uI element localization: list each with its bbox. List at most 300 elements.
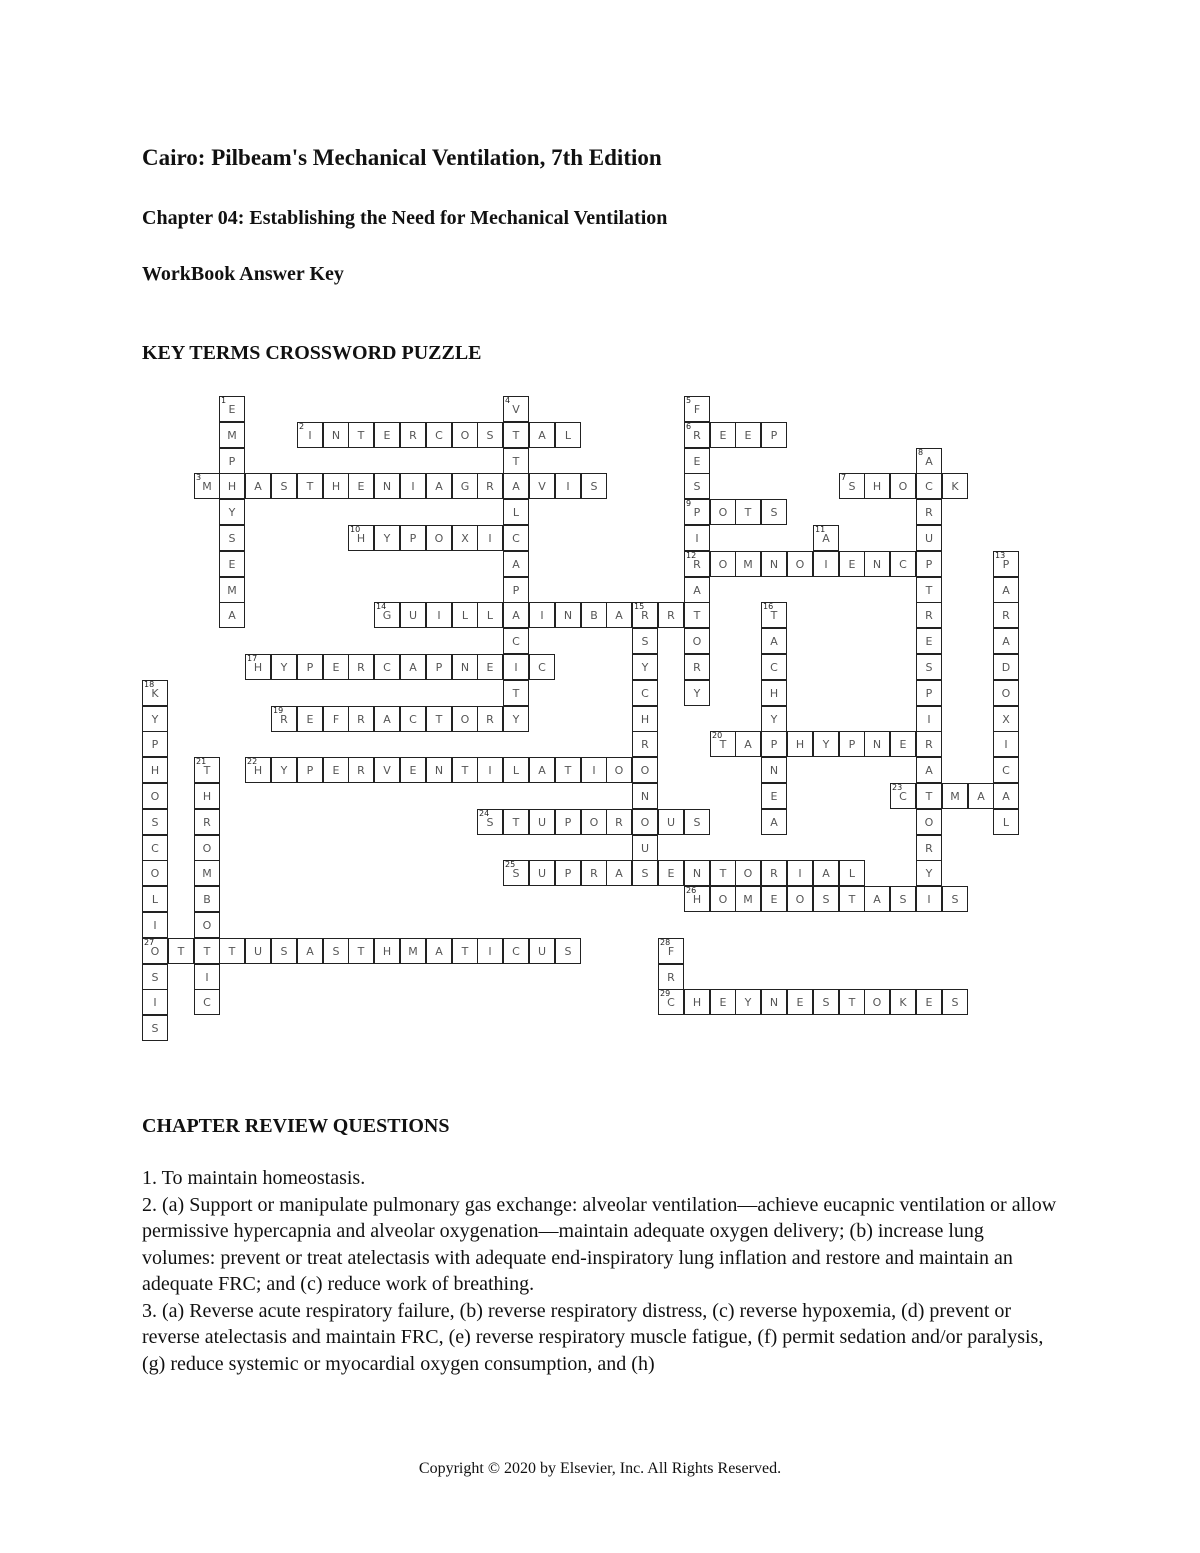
crossword-cell	[555, 809, 581, 835]
crossword-letter: F	[667, 944, 675, 958]
crossword-cell	[348, 473, 374, 499]
crossword-cell	[684, 860, 710, 886]
crossword-cell	[916, 525, 942, 551]
crossword-letter: I	[927, 892, 931, 906]
crossword-cell	[761, 422, 787, 448]
crossword-cell	[684, 989, 710, 1015]
crossword-cell	[477, 706, 503, 732]
crossword-letter: R	[925, 505, 933, 519]
crossword-letter: I	[437, 608, 441, 622]
crossword-cell	[606, 809, 632, 835]
crossword-letter: M	[227, 428, 237, 442]
crossword-letter: R	[357, 660, 365, 674]
crossword-letter: I	[205, 970, 209, 984]
crossword-letter: O	[743, 866, 753, 880]
crossword-letter: O	[898, 479, 908, 493]
crossword-cell	[374, 473, 400, 499]
crossword-letter: K	[899, 995, 907, 1009]
crossword-clue-number: 23	[892, 783, 903, 792]
crossword-cell	[555, 473, 581, 499]
crossword-letter: I	[927, 712, 931, 726]
crossword-cell	[684, 473, 710, 499]
crossword-cell	[477, 473, 503, 499]
crossword-cell	[142, 783, 168, 809]
crossword-letter: E	[486, 660, 494, 674]
crossword-cell	[839, 860, 865, 886]
crossword-cell	[452, 706, 478, 732]
crossword-cell	[142, 938, 168, 964]
crossword-cell	[529, 654, 555, 680]
crossword-letter: T	[177, 944, 185, 958]
crossword-letter: Y	[512, 712, 520, 726]
crossword-cell	[452, 602, 478, 628]
crossword-cell	[194, 809, 220, 835]
crossword-letter: O	[589, 815, 599, 829]
crossword-letter: S	[280, 479, 288, 493]
crossword-cell	[374, 525, 400, 551]
crossword-letter: O	[1001, 686, 1011, 700]
crossword-letter: C	[203, 995, 211, 1009]
crossword-cell	[632, 783, 658, 809]
crossword-cell	[581, 757, 607, 783]
crossword-letter: E	[848, 557, 856, 571]
crossword-cell	[839, 731, 865, 757]
crossword-cell	[632, 654, 658, 680]
crossword-letter: R	[590, 866, 598, 880]
crossword-letter: C	[538, 660, 546, 674]
crossword-letter: E	[332, 660, 340, 674]
crossword-letter: O	[718, 505, 728, 519]
crossword-cell	[864, 473, 890, 499]
crossword-letter: S	[925, 660, 933, 674]
crossword-cell	[503, 525, 529, 551]
crossword-letter: P	[925, 686, 933, 700]
crossword-letter: S	[151, 970, 159, 984]
crossword-cell	[271, 654, 297, 680]
crossword-cell	[864, 731, 890, 757]
crossword-letter: V	[538, 479, 546, 493]
crossword-cell	[761, 731, 787, 757]
crossword-cell	[245, 938, 271, 964]
crossword-cell	[864, 551, 890, 577]
crossword-letter: L	[461, 608, 469, 622]
crossword-letter: O	[872, 995, 882, 1009]
crossword-cell	[142, 731, 168, 757]
crossword-cell	[529, 860, 555, 886]
crossword-letter: I	[488, 531, 492, 545]
crossword-cell	[142, 964, 168, 990]
crossword-letter: L	[848, 866, 856, 880]
crossword-letter: N	[769, 995, 779, 1009]
crossword-letter: H	[692, 995, 702, 1009]
crossword-cell	[323, 422, 349, 448]
crossword-letter: Y	[383, 531, 391, 545]
crossword-letter: N	[460, 660, 470, 674]
crossword-letter: C	[899, 557, 907, 571]
crossword-cell	[864, 886, 890, 912]
crossword-letter: I	[540, 608, 544, 622]
crossword-letter: L	[512, 763, 520, 777]
crossword-letter: E	[693, 454, 701, 468]
crossword-cell	[581, 473, 607, 499]
crossword-letter: N	[769, 763, 779, 777]
crossword-cell	[916, 577, 942, 603]
crossword-cell	[323, 757, 349, 783]
crossword-cell	[684, 525, 710, 551]
crossword-cell	[323, 654, 349, 680]
crossword-cell	[632, 680, 658, 706]
crossword-letter: Y	[228, 505, 236, 519]
crossword-letter: A	[615, 608, 623, 622]
crossword-cell	[735, 499, 761, 525]
crossword-letter: H	[227, 479, 237, 493]
crossword-cell	[271, 706, 297, 732]
crossword-cell	[194, 912, 220, 938]
crossword-cell	[916, 886, 942, 912]
crossword-letter: T	[203, 944, 211, 958]
crossword-cell	[684, 628, 710, 654]
crossword-cell	[142, 706, 168, 732]
crossword-clue-number: 15	[634, 602, 645, 611]
crossword-letter: R	[667, 970, 675, 984]
crossword-cell	[194, 886, 220, 912]
crossword-cell	[348, 757, 374, 783]
crossword-letter: M	[743, 557, 753, 571]
crossword-cell	[658, 860, 684, 886]
crossword-letter: O	[460, 428, 470, 442]
crossword-letter: V	[383, 763, 391, 777]
crossword-cell	[194, 835, 220, 861]
crossword-cell	[839, 551, 865, 577]
crossword-cell	[684, 680, 710, 706]
crossword-cell	[916, 628, 942, 654]
crossword-cell	[761, 757, 787, 783]
crossword-cell	[348, 654, 374, 680]
crossword-cell	[916, 731, 942, 757]
crossword-clue-number: 19	[273, 706, 284, 715]
crossword-letter: O	[202, 918, 212, 932]
crossword-letter: Y	[925, 866, 933, 880]
crossword-letter: R	[409, 428, 417, 442]
crossword-cell	[503, 628, 529, 654]
crossword-letter: F	[693, 402, 701, 416]
crossword-letter: Y	[770, 712, 778, 726]
crossword-letter: I	[514, 660, 518, 674]
crossword-cell	[503, 422, 529, 448]
crossword-letter: Y	[693, 686, 701, 700]
crossword-letter: O	[202, 841, 212, 855]
crossword-letter: A	[770, 815, 778, 829]
crossword-letter: N	[563, 608, 573, 622]
crossword-cell	[426, 602, 452, 628]
crossword-letter: E	[770, 789, 778, 803]
crossword-letter: T	[435, 712, 443, 726]
crossword-cell	[219, 551, 245, 577]
crossword-clue-number: 22	[247, 757, 258, 766]
crossword-cell	[787, 551, 813, 577]
crossword-letter: I	[592, 763, 596, 777]
crossword-letter: T	[461, 944, 469, 958]
crossword-letter: H	[253, 763, 263, 777]
crossword-letter: I	[1004, 737, 1008, 751]
crossword-cell	[503, 706, 529, 732]
crossword-letter: M	[202, 479, 212, 493]
crossword-cell	[916, 989, 942, 1015]
crossword-cell	[219, 938, 245, 964]
crossword-cell	[684, 577, 710, 603]
crossword-letter: O	[150, 789, 160, 803]
crossword-cell	[477, 654, 503, 680]
crossword-cell	[142, 809, 168, 835]
crossword-letter: S	[822, 995, 830, 1009]
crossword-letter: M	[408, 944, 418, 958]
crossword-letter: A	[873, 892, 881, 906]
crossword-letter: H	[356, 531, 366, 545]
crossword-cell	[864, 989, 890, 1015]
crossword-cell	[761, 654, 787, 680]
crossword-letter: S	[486, 815, 494, 829]
crossword-cell	[993, 680, 1019, 706]
crossword-letter: E	[925, 995, 933, 1009]
crossword-cell	[761, 628, 787, 654]
crossword-heading: KEY TERMS CROSSWORD PUZZLE	[142, 342, 482, 364]
crossword-letter: U	[408, 608, 418, 622]
crossword-cell	[529, 938, 555, 964]
crossword-letter: M	[950, 789, 960, 803]
crossword-cell	[993, 602, 1019, 628]
copyright-footer: Copyright © 2020 by Elsevier, Inc. All Rights Reserved.	[418, 1460, 782, 1477]
crossword-cell	[194, 938, 220, 964]
crossword-cell	[271, 938, 297, 964]
crossword-cell	[529, 602, 555, 628]
crossword-letter: E	[719, 995, 727, 1009]
crossword-cell	[297, 422, 323, 448]
crossword-clue-number: 1	[221, 396, 227, 405]
crossword-letter: U	[924, 531, 934, 545]
crossword-clue-number: 29	[660, 989, 671, 998]
crossword-letter: T	[512, 815, 520, 829]
crossword-letter: T	[564, 763, 572, 777]
crossword-clue-number: 9	[686, 499, 692, 508]
answer-3: 3. (a) Reverse acute respiratory failure, (b) reverse respiratory distress, (c) reverse hypoxemia, (d) prevent or reverse atelectasis and maintain FRC, (e) reverse respiratory muscle fatigue, (f) permit sedation and/or paralysis, (g) reduce systemic or myocardial oxygen consumption, and (h)	[142, 1299, 1044, 1375]
crossword-letter: C	[435, 428, 443, 442]
crossword-letter: U	[537, 866, 547, 880]
crossword-letter: O	[434, 531, 444, 545]
crossword-letter: P	[151, 737, 159, 751]
crossword-letter: S	[332, 944, 340, 958]
crossword-cell	[606, 602, 632, 628]
crossword-letter: C	[925, 479, 933, 493]
crossword-cell	[761, 783, 787, 809]
crossword-clue-number: 3	[196, 473, 202, 482]
crossword-letter: T	[357, 428, 365, 442]
crossword-letter: Y	[280, 763, 288, 777]
answer-2: 2. (a) Support or manipulate pulmonary gas exchange: alveolar ventilation—achieve eucapnic ventilation or allow permissive hypercapnia and alveolar oxygenation—maintain adequate oxygen delivery; (b) increase lung volumes: prevent or treat atelectasis with adequate end-inspiratory lung inflation and restore and maintain an adequate FRC; and (c) reduce work of breathing.	[142, 1193, 1057, 1295]
crossword-cell	[503, 680, 529, 706]
crossword-clue-number: 5	[686, 396, 692, 405]
crossword-cell	[813, 525, 839, 551]
crossword-cell	[632, 602, 658, 628]
crossword-letter: A	[615, 866, 623, 880]
crossword-cell	[503, 654, 529, 680]
crossword-cell	[374, 602, 400, 628]
crossword-cell	[890, 989, 916, 1015]
crossword-cell	[658, 809, 684, 835]
crossword-clue-number: 7	[841, 473, 847, 482]
crossword-cell	[890, 473, 916, 499]
crossword-clue-number: 20	[712, 731, 723, 740]
crossword-cell	[503, 757, 529, 783]
crossword-letter: S	[951, 892, 959, 906]
crossword-cell	[761, 499, 787, 525]
crossword-letter: E	[228, 402, 236, 416]
crossword-cell	[890, 783, 916, 809]
crossword-cell	[348, 706, 374, 732]
crossword-letter: A	[512, 479, 520, 493]
crossword-cell	[400, 757, 426, 783]
crossword-letter: I	[566, 479, 570, 493]
crossword-letter: C	[512, 634, 520, 648]
crossword-letter: T	[203, 763, 211, 777]
crossword-cell	[993, 706, 1019, 732]
crossword-cell	[555, 602, 581, 628]
crossword-cell	[168, 938, 194, 964]
crossword-cell	[916, 551, 942, 577]
crossword-cell	[400, 473, 426, 499]
crossword-cell	[219, 396, 245, 422]
crossword-cell	[503, 938, 529, 964]
crossword-letter: Y	[151, 712, 159, 726]
crossword-cell	[890, 731, 916, 757]
crossword-letter: R	[486, 712, 494, 726]
crossword-letter: A	[409, 660, 417, 674]
crossword-letter: B	[203, 892, 211, 906]
crossword-clue-number: 21	[196, 757, 207, 766]
crossword-cell	[658, 602, 684, 628]
crossword-letter: S	[228, 531, 236, 545]
crossword-cell	[761, 886, 787, 912]
crossword-cell	[142, 680, 168, 706]
crossword-cell	[323, 706, 349, 732]
review-heading: CHAPTER REVIEW QUESTIONS	[142, 1115, 450, 1137]
crossword-cell	[452, 654, 478, 680]
crossword-letter: R	[615, 815, 623, 829]
crossword-cell	[194, 783, 220, 809]
crossword-cell	[813, 886, 839, 912]
crossword-letter: P	[228, 454, 236, 468]
crossword-cell	[632, 757, 658, 783]
crossword-letter: A	[435, 944, 443, 958]
crossword-letter: A	[538, 428, 546, 442]
crossword-letter: U	[640, 841, 650, 855]
crossword-letter: F	[332, 712, 340, 726]
crossword-cell	[813, 860, 839, 886]
crossword-cell	[142, 860, 168, 886]
crossword-letter: M	[202, 866, 212, 880]
crossword-letter: A	[770, 634, 778, 648]
crossword-letter: S	[512, 866, 520, 880]
crossword-cell	[219, 577, 245, 603]
crossword-cell	[452, 422, 478, 448]
crossword-cell	[503, 602, 529, 628]
crossword-cell	[710, 886, 736, 912]
crossword-clue-number: 26	[686, 886, 697, 895]
crossword-letter: T	[512, 454, 520, 468]
crossword-cell	[735, 989, 761, 1015]
crossword-clue-number: 2	[299, 422, 305, 431]
crossword-cell	[555, 860, 581, 886]
crossword-cell	[916, 835, 942, 861]
crossword-letter: S	[693, 479, 701, 493]
crossword-letter: L	[1002, 815, 1010, 829]
crossword-cell	[710, 551, 736, 577]
crossword-cell	[400, 422, 426, 448]
crossword-cell	[245, 757, 271, 783]
crossword-letter: A	[822, 866, 830, 880]
crossword-cell	[503, 448, 529, 474]
crossword-cell	[529, 473, 555, 499]
crossword-cell	[503, 473, 529, 499]
crossword-cell	[761, 680, 787, 706]
crossword-cell	[245, 654, 271, 680]
crossword-letter: R	[667, 608, 675, 622]
crossword-letter: T	[512, 686, 520, 700]
crossword-letter: E	[770, 892, 778, 906]
crossword-cell	[684, 551, 710, 577]
crossword-cell	[348, 938, 374, 964]
crossword-cell	[477, 757, 503, 783]
crossword-cell	[968, 783, 994, 809]
crossword-cell	[477, 602, 503, 628]
crossword-cell	[813, 731, 839, 757]
crossword-letter: T	[306, 479, 314, 493]
crossword-letter: U	[253, 944, 263, 958]
crossword-letter: T	[719, 866, 727, 880]
crossword-letter: E	[744, 428, 752, 442]
crossword-letter: O	[718, 892, 728, 906]
crossword-cell	[503, 396, 529, 422]
crossword-letter: B	[590, 608, 598, 622]
crossword-letter: N	[692, 866, 702, 880]
crossword-cell	[632, 706, 658, 732]
crossword-letter: A	[383, 712, 391, 726]
crossword-cell	[297, 757, 323, 783]
crossword-letter: I	[488, 944, 492, 958]
crossword-letter: A	[1002, 583, 1010, 597]
crossword-cell	[942, 989, 968, 1015]
crossword-letter: S	[486, 428, 494, 442]
crossword-cell	[348, 525, 374, 551]
crossword-clue-number: 11	[815, 525, 826, 534]
crossword-letter: R	[641, 737, 649, 751]
crossword-letter: S	[693, 815, 701, 829]
crossword-cell	[632, 628, 658, 654]
crossword-cell	[503, 860, 529, 886]
crossword-letter: H	[382, 944, 392, 958]
crossword-cell	[374, 938, 400, 964]
crossword-letter: E	[228, 557, 236, 571]
crossword-cell	[503, 577, 529, 603]
crossword-cell	[684, 886, 710, 912]
crossword-letter: O	[150, 944, 160, 958]
crossword-cell	[684, 654, 710, 680]
crossword-cell	[916, 448, 942, 474]
crossword-letter: C	[899, 789, 907, 803]
crossword-cell	[374, 706, 400, 732]
crossword-cell	[297, 473, 323, 499]
crossword-letter: L	[564, 428, 572, 442]
crossword-letter: I	[488, 763, 492, 777]
